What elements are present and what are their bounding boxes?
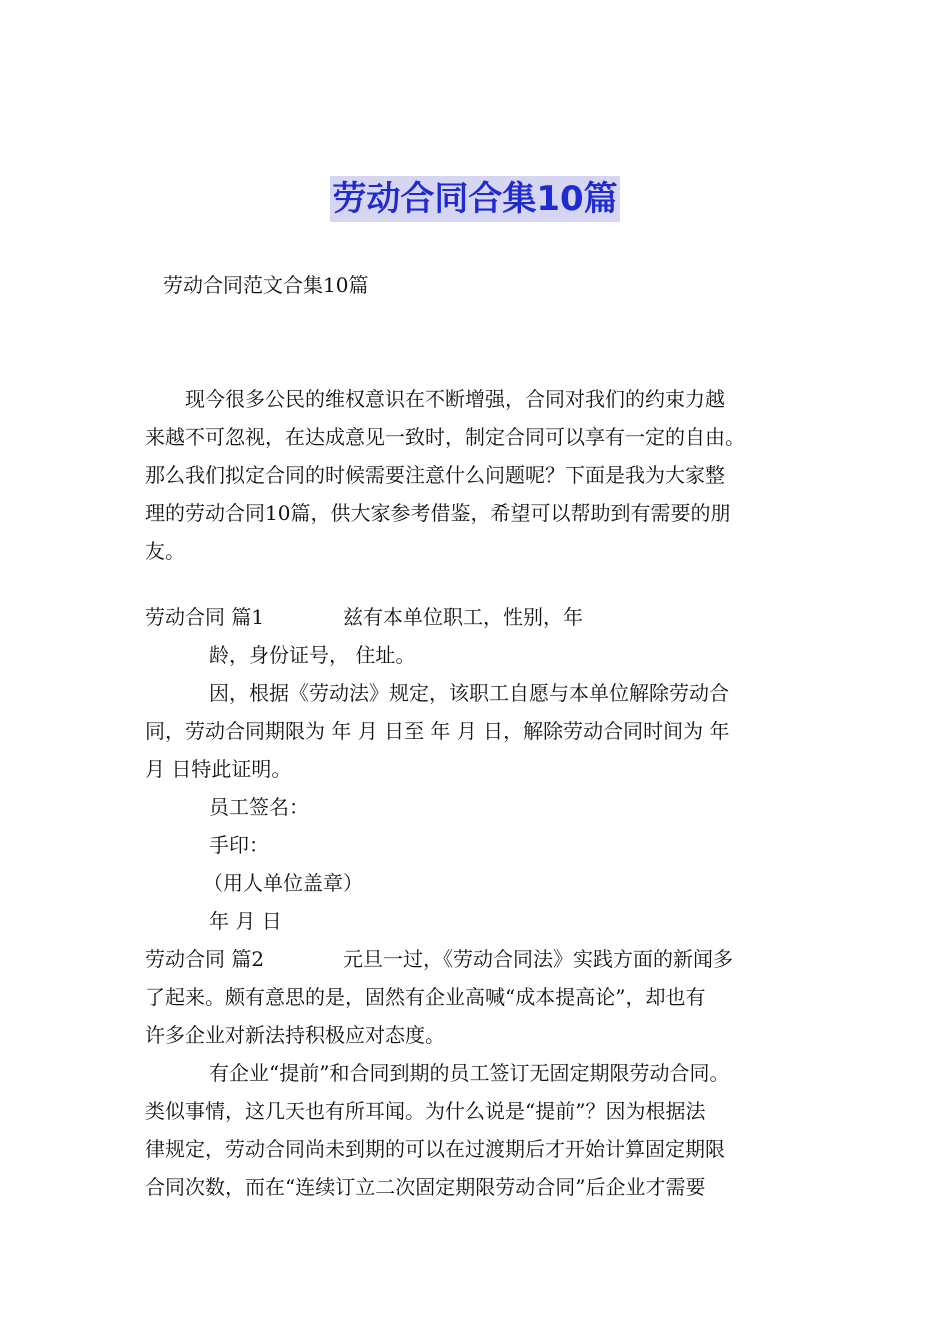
section2-first-line — [145, 940, 810, 978]
section1-para-line: 同，劳动合同期限为 年 月 日至 年 月 日，解除劳动合同时间为 年 — [145, 719, 730, 743]
section2-para-line: 律规定，劳动合同尚未到期的可以在过渡期后才开始计算固定期限 — [145, 1137, 725, 1161]
section1-heading: 劳动合同 篇1 — [145, 605, 265, 629]
title-container — [0, 176, 950, 222]
section2-para-line: 合同次数，而在“连续订立二次固定期限劳动合同”后企业才需要 — [145, 1175, 706, 1199]
section2-text: 元旦一过，《劳动合同法》实践方面的新闻多 — [343, 947, 733, 971]
section1-para-line: 月 日特此证明。 — [145, 757, 292, 781]
section2-para-line: 有企业“提前”和合同到期的员工签订无固定期限劳动合同。 — [209, 1061, 730, 1085]
company-seal-label: （用人单位盖章） — [203, 871, 363, 895]
date-label: 年 月 日 — [209, 909, 282, 933]
intro-line: 现今很多公民的维权意识在不断增强，合同对我们的约束力越 — [185, 387, 725, 411]
section1-first-line — [145, 598, 810, 636]
section2-line: 了起来。颇有意思的是，固然有企业高喊“成本提高论”，却也有 — [145, 985, 706, 1009]
intro-line: 来越不可忽视，在达成意见一致时，制定合同可以享有一定的自由。 — [145, 425, 745, 449]
intro-line: 理的劳动合同10篇，供大家参考借鉴，希望可以帮助到有需要的朋 — [145, 501, 731, 525]
section1-line: 龄，身份证号， 住址。 — [209, 643, 416, 667]
thumbprint-label: 手印： — [209, 833, 269, 857]
employee-signature-label: 员工签名： — [209, 795, 309, 819]
section2-heading: 劳动合同 篇2 — [145, 947, 265, 971]
document-title: 劳动合同合集10篇 — [330, 176, 619, 222]
spacer — [145, 570, 810, 598]
section2-para-line: 类似事情，这几天也有所耳闻。为什么说是“提前”？因为根据法 — [145, 1099, 706, 1123]
document-body — [145, 380, 810, 1206]
document-subtitle: 劳动合同范文合集10篇 — [163, 273, 369, 297]
section2-line: 许多企业对新法持积极应对态度。 — [145, 1023, 445, 1047]
section1-para-line: 因，根据《劳动法》规定，该职工自愿与本单位解除劳动合 — [209, 681, 729, 705]
intro-line: 那么我们拟定合同的时候需要注意什么问题呢？下面是我为大家整 — [145, 463, 725, 487]
section1-text: 兹有本单位职工，性别，年 — [343, 605, 583, 629]
intro-line: 友。 — [145, 539, 185, 563]
